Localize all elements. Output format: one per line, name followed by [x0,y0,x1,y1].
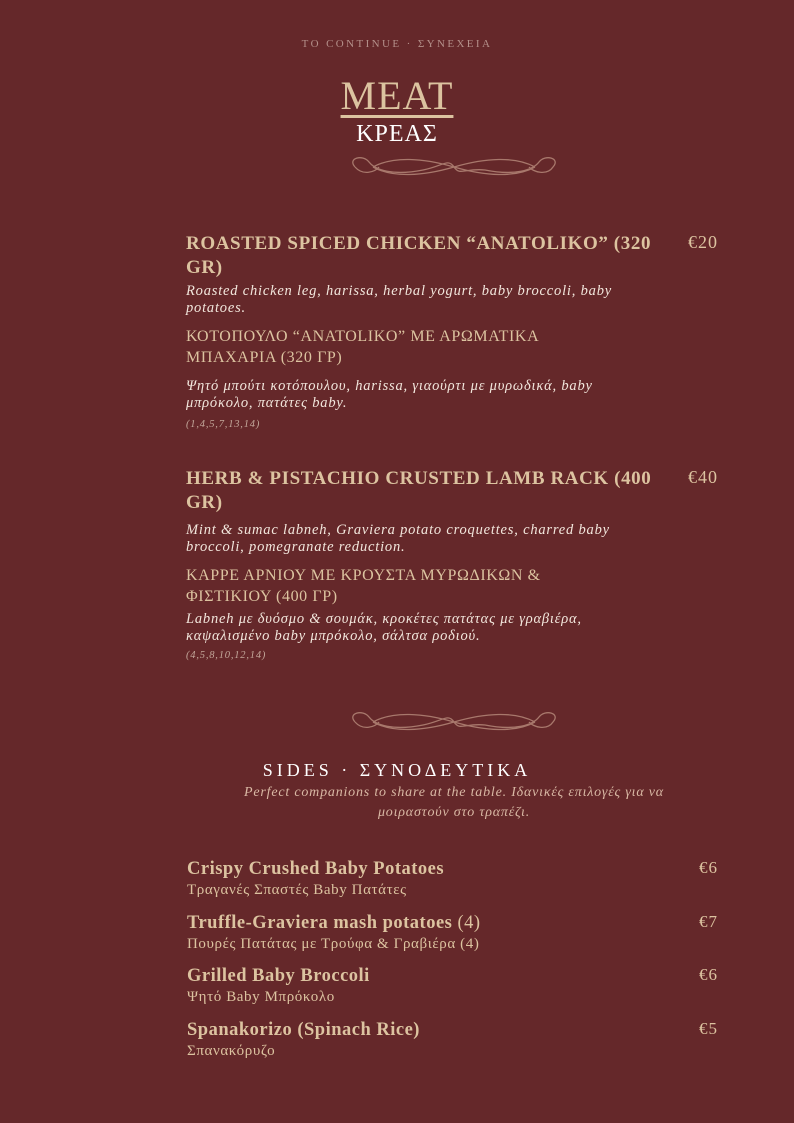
dish-description: Roasted chicken leg, harissa, herbal yogurt, baby broccoli, baby potatoes. [186,283,612,316]
dish-allergens: (1,4,5,7,13,14) [186,419,261,430]
ornament-divider-icon [343,150,565,184]
side-price: €5 [699,1019,718,1038]
dish-title: HERB & PISTACHIO CRUSTED LAMB RACK (400 GR) [186,468,652,513]
side-greek-name: Ψητό Baby Μπρόκολο [187,989,335,1005]
menu-item-lamb [186,467,718,661]
side-name-text: Truffle-Graviera mash potatoes [187,913,453,933]
dish-greek-title: ΚΟΤΟΠΟΥΛΟ “ANATOLIKO” ΜΕ ΑΡΩΜΑΤΙΚΑ ΜΠΑΧΑΡΙΑ (320 ΓΡ) [186,328,539,366]
dish-price: €40 [688,467,718,487]
dish-price: €20 [688,232,718,252]
sides-subtitle: Perfect companions to share at the table. Ιδανικές επιλογές για να μοιραστούν στο τραπέζι. [244,785,664,820]
side-name-text: Spanakorizo (Spinach Rice) [187,1020,420,1040]
side-item [187,965,718,1007]
side-greek-name: Σπανακόρυζο [187,1043,276,1059]
side-greek-name: Πουρές Πατάτας με Τρούφα & Γραβιέρα (4) [187,936,480,952]
dish-greek-description: Labneh με δυόσμο & σουμάκ, κροκέτες πατάτας με γραβιέρα, καψαλισμένο baby μπρόκολο, σάλτσα ροδιού. [186,611,582,644]
dish-description: Mint & sumac labneh, Graviera potato croquettes, charred baby broccoli, pomegranate reduction. [186,522,610,555]
side-name [187,965,718,987]
side-name-text: Grilled Baby Broccoli [187,966,370,986]
dish-greek-title: ΚΑΡΡΕ ΑΡΝΙΟΥ ΜΕ ΚΡΟΥΣΤΑ ΜΥΡΩΔΙΚΩΝ & ΦΙΣΤΙΚΙΟΥ (400 ΓΡ) [186,567,541,605]
ornament-divider-icon [343,705,565,739]
menu-item-chicken [186,232,718,430]
dish-allergens: (4,5,8,10,12,14) [186,650,267,661]
dish-greek-description: Ψητό μπούτι κοτόπουλου, harissa, γιαούρτι με μυρωδικά, baby μπρόκολο, πατάτες baby. [186,378,593,411]
dish-title: ROASTED SPICED CHICKEN “ANATOLIKO” (320 GR) [186,233,652,278]
side-item [187,1019,718,1061]
side-price: €6 [699,858,718,877]
side-name [187,912,718,934]
section-subtitle: ΚΡΕΑΣ [356,121,438,147]
sides-heading: SIDES · ΣΥΝΟΔΕΥΤΙΚΑ [262,760,532,780]
side-name [187,1019,718,1041]
side-price: €6 [699,965,718,984]
side-name-text: Crispy Crushed Baby Potatoes [187,859,445,879]
side-name [187,858,718,880]
side-greek-name: Τραγανές Σπαστές Baby Πατάτες [187,882,407,898]
section-title-text: MEAT [340,73,454,118]
side-allergens: (4) [452,913,481,933]
continued-label: TO CONTINUE · ΣΥΝΕΧΕΙΑ [301,38,493,50]
side-item [187,858,718,900]
side-item [187,912,718,954]
section-title [0,72,794,119]
side-price: €7 [699,912,718,931]
